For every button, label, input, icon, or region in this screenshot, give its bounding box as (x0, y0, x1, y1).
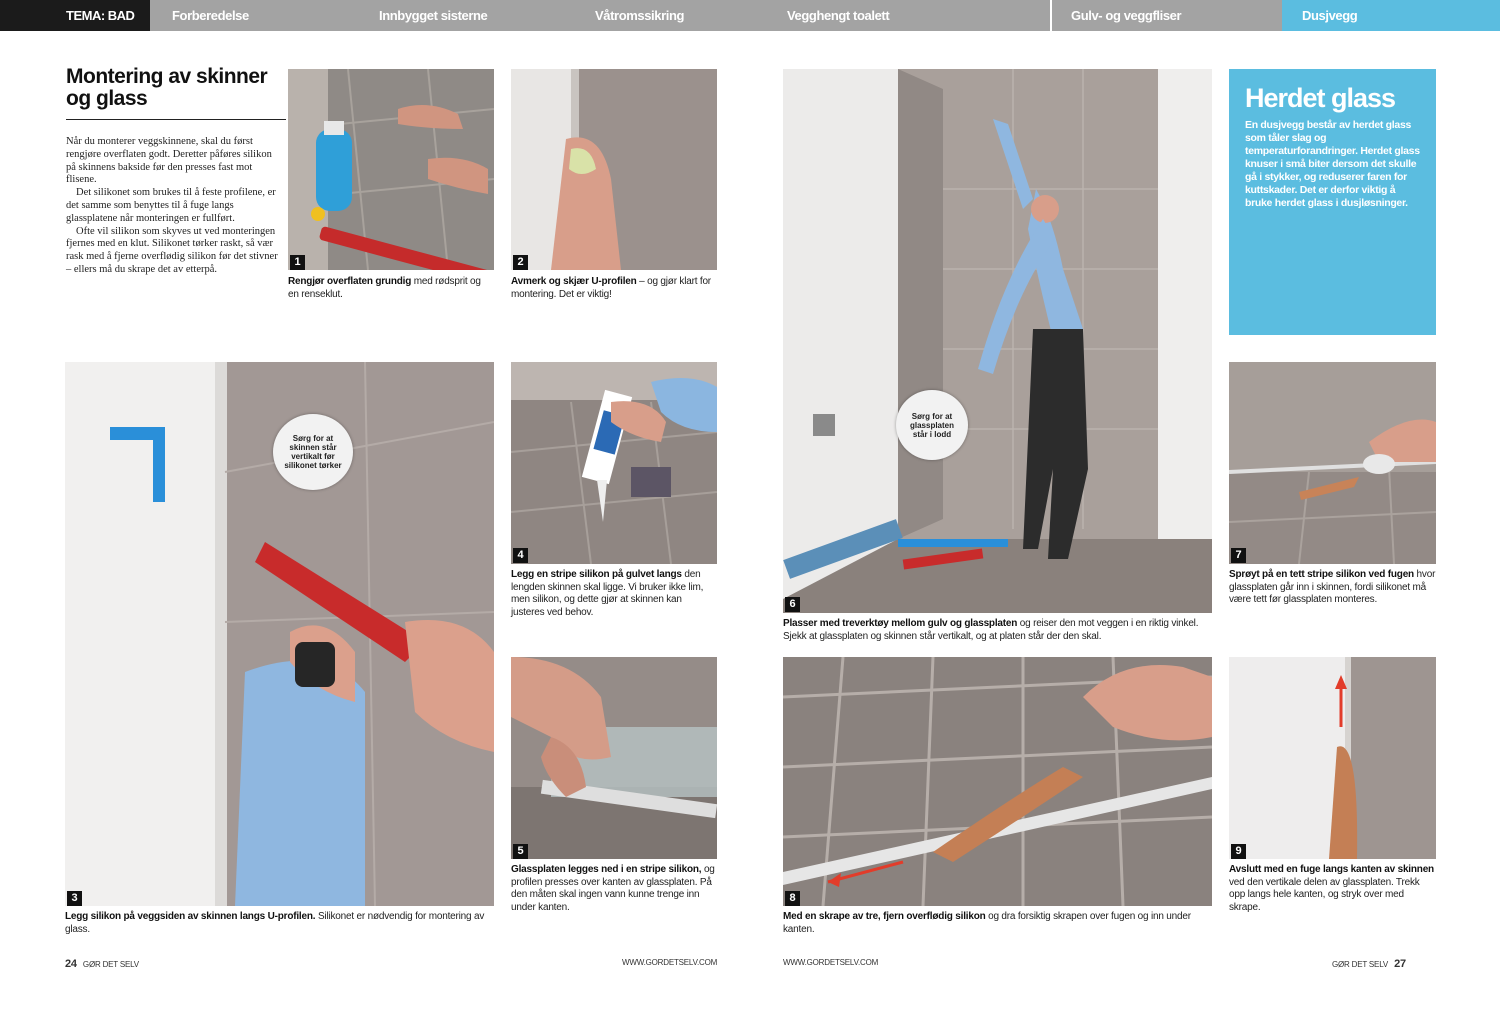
nav-item-vatromssikring[interactable]: Våtromssikring (595, 8, 685, 23)
nav-section-tag: TEMA: BAD (0, 0, 150, 31)
step-8-caption (783, 911, 1212, 936)
step-number: 6 (785, 597, 800, 612)
step-4-text: den lengden skinnen skal ligge. Vi bruker ikke lim, men silikon, og dette gjør at skinnen kan justeres ved behov. (511, 569, 704, 618)
step-7-caption (1229, 569, 1436, 607)
page-number-left: 24 (65, 958, 77, 970)
step-5-photo (511, 657, 717, 859)
step-9-lead: Avslutt med en fuge langs kanten av skinnen (1229, 864, 1434, 875)
step-9-text: ved den vertikale delen av glassplaten. Trekk opp langs hele kanten, og stryk over med skrape. (1229, 876, 1420, 913)
magazine-name-left: GØR DET SELV (82, 960, 139, 969)
step-3-lead: Legg silikon på veggsiden av skinnen langs U-profilen. (65, 911, 316, 922)
step-number: 2 (513, 255, 528, 270)
info-box-herdet-glass (1229, 69, 1436, 335)
section-nav (0, 0, 1500, 31)
nav-item-forberedelse[interactable]: Forberedelse (172, 8, 249, 23)
footer-web-right[interactable]: WWW.GORDETSELV.COM (783, 958, 879, 967)
step-2-text: – og gjør klart for montering. Det er viktig! (511, 276, 711, 300)
article-intro (66, 136, 282, 277)
step-1-text: med rødsprit og en renseklut. (288, 276, 481, 300)
step-number: 4 (513, 548, 528, 563)
step-number: 1 (290, 255, 305, 270)
step-number: 8 (785, 891, 800, 906)
nav-item-vegghengt-toalett[interactable]: Vegghengt toalett (787, 8, 890, 23)
intro-paragraph: Det silikonet som brukes til å feste profilene, er det samme som benyttes til å fuge langs glassplatene når monteringen er fullført. (66, 187, 276, 224)
step-8-lead: Med en skrape av tre, fjern overflødig silikon (783, 911, 986, 922)
step-2-caption (511, 276, 717, 301)
step-6-text: og reiser den mot veggen i en riktig vinkel. Sjekk at glassplaten og skinnen står vertikalt, og at platen står der den skal. (783, 618, 1199, 642)
tip-bubble: Sørg for at skinnen står vertikalt før silikonet tørker (273, 414, 353, 490)
info-box-title: Herdet glass (1245, 83, 1396, 113)
info-box-body: En dusjvegg består av herdet glass som tåler slag og temperaturforandringer. Herdet glass knuser i små biter dersom det skulle gå i stykker, og reduserer faren for kuttskader. Det er derfor viktig å bruke herdet glass i dusjløsninger. (1245, 119, 1420, 209)
nav-item-fliser[interactable]: Gulv- og veggfliser (1071, 8, 1182, 23)
footer-left (65, 958, 139, 970)
step-number: 5 (513, 844, 528, 859)
step-4-lead: Legg en stripe silikon på gulvet langs (511, 569, 682, 580)
step-7-lead: Sprøyt på en tett stripe silikon ved fugen (1229, 569, 1414, 580)
step-3-text: Silikonet er nødvendig for montering av glass. (65, 911, 485, 935)
tip-bubble: Sørg for at glassplaten står i lodd (896, 390, 968, 460)
intro-paragraph: Ofte vil silikon som skyves ut ved monteringen fjernes med en klut. Silikonet tørker raskt, så vær rask med å fjerne overflødig silikon før det stivner – ellers må du skrape det av etterpå. (66, 225, 278, 275)
step-4-photo (511, 362, 717, 564)
step-9-photo (1229, 657, 1436, 859)
step-9-caption (1229, 864, 1436, 914)
step-6-photo (783, 69, 1212, 613)
step-number: 3 (67, 891, 82, 906)
step-1-photo (288, 69, 494, 270)
step-7-text: hvor glassplaten går inn i skinnen, fordi silikonet må være tett før glassplaten monteres. (1229, 569, 1436, 605)
step-2-photo (511, 69, 717, 270)
step-5-lead: Glassplaten legges ned i en stripe silikon, (511, 864, 702, 875)
page-number-right: 27 (1394, 958, 1406, 970)
step-1-caption (288, 276, 494, 301)
step-1-lead: Rengjør overflaten grundig (288, 276, 412, 287)
step-8-photo (783, 657, 1212, 906)
step-6-lead: Plasser med treverktøy mellom gulv og glassplaten (783, 618, 1018, 629)
step-3-caption (65, 911, 494, 936)
title-rule (66, 119, 286, 120)
step-2-lead: Avmerk og skjær U-profilen (511, 276, 637, 287)
step-number: 9 (1231, 844, 1246, 859)
footer-right (1332, 958, 1406, 970)
nav-item-sisterne[interactable]: Innbygget sisterne (379, 8, 488, 23)
step-5-caption (511, 864, 717, 914)
nav-item-dusjvegg[interactable]: Dusjvegg (1302, 8, 1358, 23)
footer-web-left[interactable]: WWW.GORDETSELV.COM (622, 958, 718, 967)
magazine-name-right: GØR DET SELV (1332, 960, 1388, 969)
step-8-text: og dra forsiktig skrapen over fugen og inn under kanten. (783, 911, 1191, 935)
step-number: 7 (1231, 548, 1246, 563)
step-7-photo (1229, 362, 1436, 564)
intro-paragraph: Når du monterer veggskinnene, skal du først rengjøre overflaten godt. Deretter påføres silikon på skinnens bakside før den presses fast mot flisene. (66, 136, 272, 186)
article-title: Montering av skinner og glass (66, 65, 268, 110)
step-4-caption (511, 569, 717, 619)
step-5-text: og profilen presses over kanten av glassplaten. På den måten skal ingen vann kunne trenge inn under kanten. (511, 864, 715, 913)
nav-divider (1050, 0, 1052, 31)
step-6-caption (783, 618, 1212, 643)
